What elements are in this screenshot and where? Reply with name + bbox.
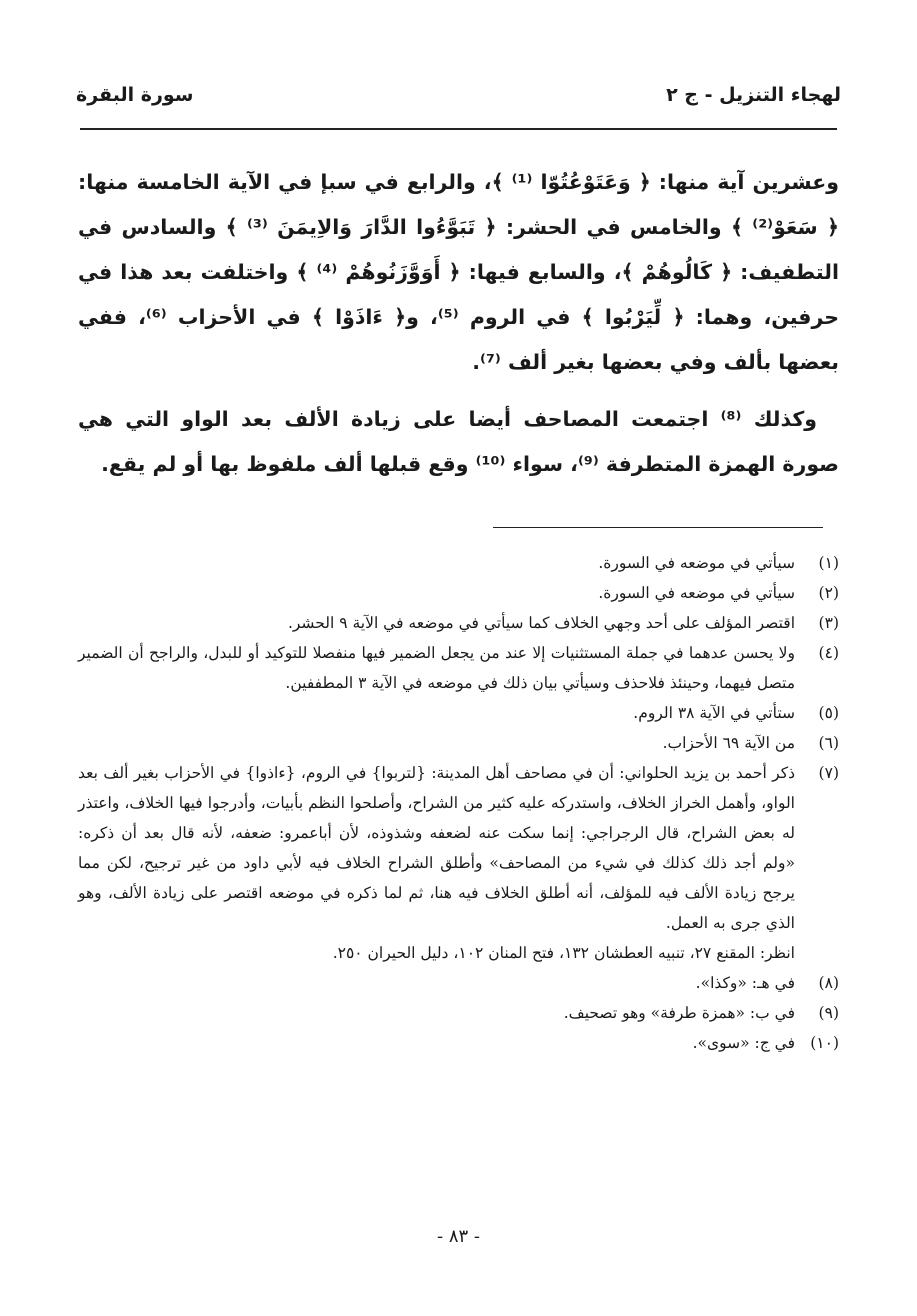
footnote-rule	[493, 527, 823, 528]
footnote-number: (٢)	[818, 584, 839, 602]
footnote-number: (٥)	[818, 704, 839, 722]
paragraph-1: وعشرين آية منها: ﴿ وَعَتَوْعُتُوّا ⁽¹⁾ ﴾، والرابع في سبإ في الآية الخامسة منها: ﴿ سَعَوْ⁽²⁾ ﴾ والخامس في الحشر: ﴿ تَبَوَّءُوا الدَّارَ وَالاِيمَنَ ⁽³⁾ ﴾ والسادس في التطفيف: ﴿ كَالُوهُمْ ﴾، والسابع فيها: ﴿ أَوَوَّزَنُوهُمْ ⁽⁴⁾ ﴾ واختلفت بعد هذا في حرفين، وهما: ﴿ لِّيَرْبُوا ﴾ في الروم ⁽⁵⁾، و﴿ ءَاذَوْا ﴾ في الأحزاب ⁽⁶⁾، ففي بعضها بألف وفي بعضها بغير ألف ⁽⁷⁾.	[78, 170, 840, 374]
footnote-text: في ج: «سوى».	[692, 1034, 795, 1052]
footnote-2	[78, 578, 839, 608]
footnote-text: من الآية ٦٩ الأحزاب.	[662, 734, 795, 752]
footnote-text: ستأتي في الآية ٣٨ الروم.	[633, 704, 795, 722]
footnote-8	[78, 968, 839, 998]
page-number: - ٨٣ -	[437, 1226, 480, 1247]
footnote-number: (٩)	[818, 1004, 839, 1022]
surah-title: سورة البقرة	[76, 84, 194, 106]
running-header	[76, 84, 841, 118]
header-rule	[80, 128, 837, 130]
footnote-text: ذكر أحمد بن يزيد الحلواني: أن في مصاحف أهل المدينة: {لتربوا} في الروم، {ءاذوا} في الأحزاب بغير ألف بعد الواو، وأهمل الخراز الخلاف، واستدركه عليه كثير من الشراح، وأصلحوا النظم بأبيات، وأدرجوا فيها الخلاف، واعتذر له بعض الشراح، قال الرجراجي: إنما سكت عنه لضعفه وشذوذه، لأن أباعمرو: ضعفه، لأنه قال بعد أن ذكره: «ولم أجد ذلك كذلك في شيء من المصاحف» وأطلق الشراح الخلاف فيه لأبي داود من غير ترجيح، لكن مما يرجح زيادة الألف فيه للمؤلف، أنه أطلق الخلاف فيه هنا، ثم لما ذكره في موضعه اقتصر على زيادة الألف، وهو الذي جرى به العمل.	[78, 764, 795, 932]
footnote-text: ولا يحسن عدهما في جملة المستثنيات إلا عند من يجعل الضمير فيها منفصلا للتوكيد أو للبدل، والراجح أن الضمير متصل فيهما، وحينئذ فلاحذف وسيأتي بيان ذلك في موضعه في الآية ٣ المطففين.	[78, 644, 795, 692]
footnote-number: (٨)	[818, 974, 839, 992]
footnote-6	[78, 728, 839, 758]
footnote-number: (٣)	[818, 614, 839, 632]
footnote-text: في هـ: «وكذا».	[695, 974, 795, 992]
paragraph-2: وكذلك ⁽⁸⁾ اجتمعت المصاحف أيضا على زيادة الألف بعد الواو التي هي صورة الهمزة المتطرفة ⁽⁹⁾، سواء ⁽¹⁰⁾ وقع قبلها ألف ملفوظ بها أو لم يقع.	[78, 407, 839, 476]
footnote-7-references	[78, 938, 839, 968]
footnote-number: (٦)	[818, 734, 839, 752]
footnote-number: (١٠)	[810, 1034, 839, 1052]
footnote-text: في ب: «همزة طرفة» وهو تصحيف.	[563, 1004, 795, 1022]
footnote-3	[78, 608, 839, 638]
footnote-10	[78, 1028, 839, 1058]
footnote-number: (١)	[818, 554, 839, 572]
footnote-text: اقتصر المؤلف على أحد وجهي الخلاف كما سيأتي في موضعه في الآية ٩ الحشر.	[287, 614, 795, 632]
footnote-text: سيأتي في موضعه في السورة.	[598, 584, 795, 602]
footnote-number: (٤)	[818, 644, 839, 662]
footnote-9	[78, 998, 839, 1028]
footnote-4	[78, 638, 839, 698]
book-title: لهجاء التنزيل - ج ٢	[666, 84, 841, 106]
main-text	[78, 160, 839, 487]
footnote-7	[78, 758, 839, 938]
footnote-5	[78, 698, 839, 728]
footnote-text: انظر: المقنع ٢٧، تنبيه العطشان ١٣٢، فتح المنان ١٠٢، دليل الحيران ٢٥٠.	[332, 944, 795, 962]
footnote-text: سيأتي في موضعه في السورة.	[598, 554, 795, 572]
footnote-number: (٧)	[818, 764, 839, 782]
footnote-1	[78, 548, 839, 578]
footnotes	[78, 548, 839, 1058]
